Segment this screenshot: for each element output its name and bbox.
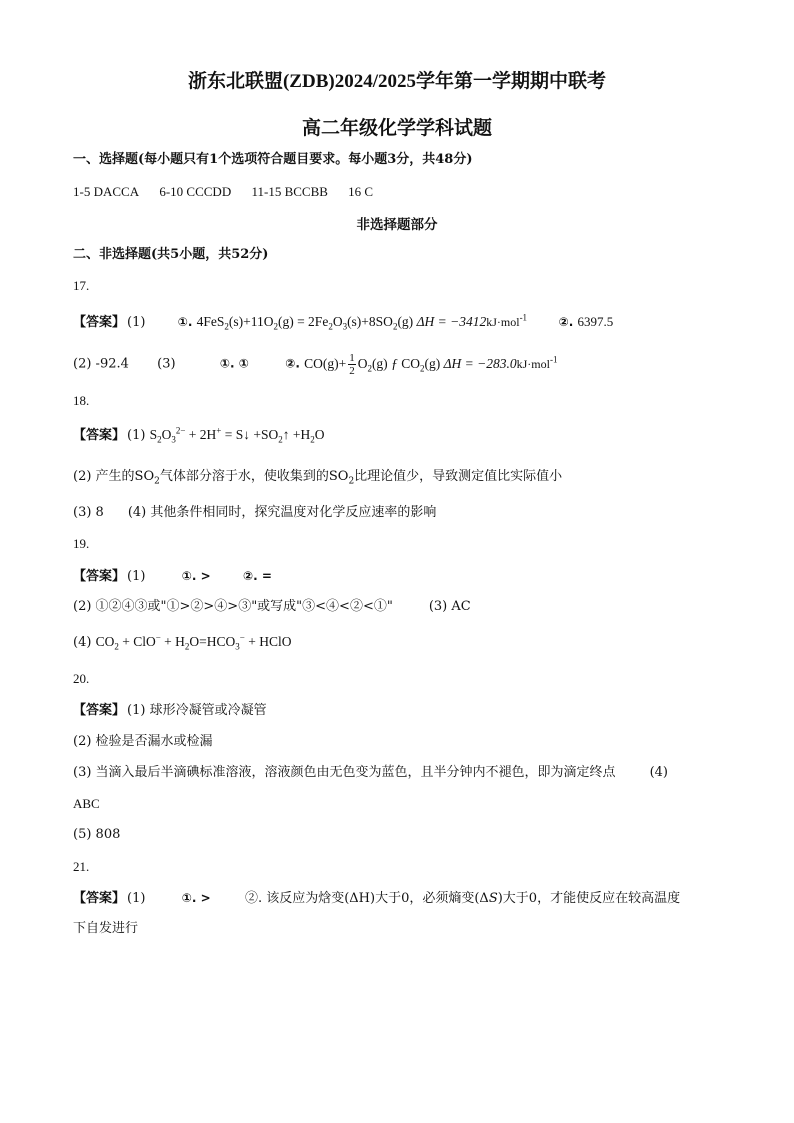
marker: ②. [558,315,574,329]
part-label: (1) [127,891,146,906]
part-label: (1) [127,428,146,443]
q19-line1 [73,566,272,587]
q20-line3: (3) 当滴入最后半滴碘标准溶液，溶液颜色由无色变为蓝色，且半分钟内不褪色，即为滴定终点 (4) [73,765,668,780]
marker: ①. ① [219,356,249,371]
document-subtitle: 高二年级化学学科试题 [301,118,492,139]
marker: ②. [285,356,300,371]
q18-line2: (2) 产生的$SO_2$气体部分溶于水，使收集到的$SO_2$比理论值少，导致测定值比实际值小 [73,469,563,487]
answer-tag: 【答案】 [73,428,126,443]
section1-heading: 一、选择题(每小题只有1个选项符合题目要求。每小题3分，共48分) [73,152,473,167]
q19-number: 19. [73,536,90,551]
q17-line1 [73,312,613,333]
choice-answer-group: 16 C [348,184,374,199]
marker: ①. [177,315,193,329]
part-label: (1) [127,569,146,584]
section2-heading: 二、非选择题(共5小题，共52分) [73,247,269,262]
part-label: (2) -92.4 [73,356,129,372]
q20-line5: (5) 808 [73,827,121,842]
document-title: 浙东北联盟(ZDB)2024/2025学年第一学期期中联考 [187,71,606,92]
marker: ①. > [181,891,211,905]
choice-answer-group: 1-5 DACCA [73,184,140,199]
equation-2: CO(g)+ $\frac{1}{2}$ $O_2(g)$ ƒ $CO_2(g) \Delta H = -283.0kJ\cdot mol^{-1}$ [304,352,558,377]
answer-tag: 【答案】 [73,891,126,906]
choice-answer-group: 6-10 CCCDD [159,184,232,199]
part-label: (1) [127,315,146,330]
q17-line2 [73,352,557,377]
q17-number: 17. [73,278,90,293]
q18-line1 [73,425,325,446]
equation-3: $S_2O_3^{2-} + 2H^+$ = S↓ $+SO_2↑ +H_2O$ [149,425,325,445]
marker: ②. = [242,569,272,583]
q20-number: 20. [73,671,90,686]
marker: ①. > [181,569,211,583]
q18-line3: (3) 8 (4) 其他条件相同时，探究温度对化学反应速率的影响 [73,505,437,520]
answer-tag: 【答案】 [73,703,126,718]
part-label: (3) [157,356,176,372]
answer-tag: 【答案】 [73,569,126,584]
q21-number: 21. [73,859,90,874]
equation-1: $4FeS_2(s)+11O_2(g) = 2Fe_2O_3(s)+8SO_2(g) \Delta H = -3412kJ\cdot mol^{-1}$ [196,312,528,332]
equation-4: $CO_2 + ClO^- + H_2O=HCO_3^-$ + HClO [95,632,292,652]
q21-line1: 【答案】 (1) ①. > ②. 该反应为焓变(ΔH)大于0，必须熵变(ΔS)大于0，才能使反应在较高温度 [73,891,681,906]
q19-line3: (4) $CO_2 + ClO^- + H_2O=HCO_3^-$ + HClO [73,632,292,652]
choice-answer-group: 11-15 BCCBB [251,184,328,199]
q20-line1: 【答案】 (1) 球形冷凝管或冷凝管 [73,703,267,718]
choice-answers [73,182,373,202]
q19-line2: (2) ①②④③或"①>②>④>③"或写成"③<④<②<①" (3) AC [73,599,471,614]
q21-line2: 下自发进行 [73,921,139,936]
nonchoice-label: 非选择题部分 [356,217,438,233]
q20-line2: (2) 检验是否漏水或检漏 [73,734,213,749]
q18-number: 18. [73,393,90,408]
answer-tag: 【答案】 [73,315,126,330]
q20-line4: ABC [73,796,100,811]
value: 6397.5 [577,314,614,329]
